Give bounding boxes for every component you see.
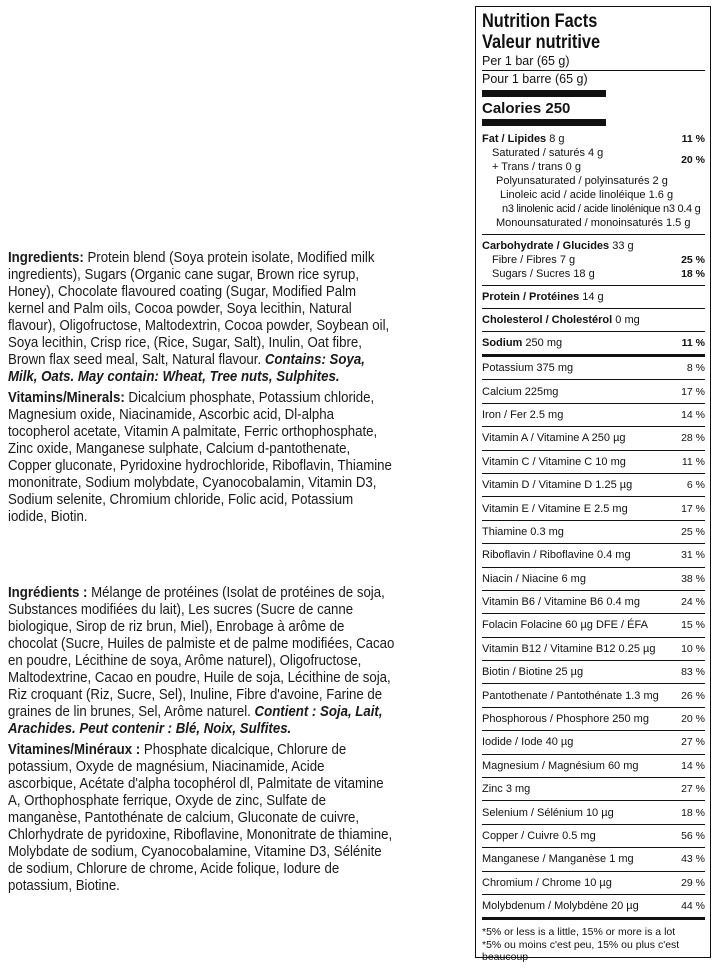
nutrient-label: Vitamin B6 / Vitamine B6 0.4 mg — [482, 596, 640, 609]
nutrient-row — [482, 730, 705, 753]
nutrient-row — [482, 637, 705, 660]
vitamins-en-text: Dicalcium phosphate, Potassium chloride, Magnesium oxide, Niacinamide, Ascorbic acid, Dl-alpha tocopherol acetate, Vitamin A palmitate, Ferric orthophosphate, Zinc oxide, Manganese sulphate, Calcium d-pantothenate, Copper gluconate, Pyridoxine hydrochloride, Riboflavin, Thiamine mononitrate, Sodium molybdate, Cyanocobalamin, Vitamin D3, Sodium selenite, Chromium chloride, Folic acid, Potassium iodide, Biotin. — [8, 390, 392, 525]
nutrient-label: Copper / Cuivre 0.5 mg — [482, 830, 596, 842]
nutrient-percent: 29 % — [681, 876, 705, 889]
nutrient-label: Magnesium / Magnésium 60 mg — [482, 759, 639, 772]
nutrient-percent: 15 % — [681, 619, 705, 632]
vitamins-fr-text: Phosphate dicalcique, Chlorure de potassium, Oxyde de magnésium, Niacinamide, Acide ascorbique, Acétate d'alpha tocophérol dl, Palmitate de vitamine A, Orthophosphate ferrique, Oxyde de zinc, Sulfate de manganèse, Pantothénate de calcium, Gluconate de cuivre, Chlorhydrate de pyridoxine, Riboflavine, Mononitrate de thiamine, Molybdate de sodium, Cyanocobalamine, Vitamine D3, Sélénite de sodium, Chlorure de chrome, Acide folique, Iodure de potassium, Biotine. — [8, 742, 393, 894]
sugars-row — [482, 267, 705, 281]
nutrient-label: Vitamin E / Vitamine E 2.5 mg — [482, 502, 628, 515]
footnote-en: *5% or less is a little, 15% or more is a lot — [482, 926, 676, 939]
nutrient-percent: 17 % — [681, 385, 705, 398]
fat-section — [482, 126, 705, 234]
linoleic-acid: Linoleic acid / acide linoléique 1.6 g — [500, 189, 674, 201]
divider-thick — [482, 90, 606, 97]
nutrient-label: Riboflavin / Riboflavine 0.4 mg — [482, 549, 631, 562]
nutrient-percent: 27 % — [681, 736, 705, 749]
ingredients-en — [8, 250, 394, 530]
fat-percent: 11 % — [681, 133, 705, 145]
nutrient-row — [482, 379, 705, 402]
ingredients-fr-paragraph — [8, 585, 394, 738]
calories: Calories 250 — [482, 100, 571, 117]
cholesterol-row — [482, 309, 705, 331]
nutrient-label: Pantothenate / Pantothénate 1.3 mg — [482, 689, 659, 702]
nutrient-row — [482, 567, 705, 590]
ingredients-fr — [8, 585, 394, 899]
nutrient-row — [482, 683, 705, 706]
nutrient-row — [482, 824, 705, 847]
nutrient-label: Zinc 3 mg — [482, 783, 531, 796]
nutrient-row — [482, 754, 705, 777]
nutrient-percent: 26 % — [681, 689, 705, 702]
fat-label: Fat / Lipides — [482, 133, 547, 145]
divider-thick — [482, 119, 606, 126]
nutrient-percent: 8 % — [686, 362, 705, 375]
nutrient-label: Molybdenum / Molybdène 20 µg — [482, 900, 639, 913]
nutrient-percent: 25 % — [681, 525, 705, 538]
fat-row — [482, 132, 705, 146]
nutrient-label: Biotin / Biotine 25 µg — [482, 666, 584, 679]
nutrient-percent: 44 % — [681, 900, 705, 913]
vitamins-en-paragraph — [8, 390, 394, 526]
ingredients-en-paragraph — [8, 250, 394, 386]
nutrient-label: Manganese / Manganèse 1 mg — [482, 853, 634, 866]
nutrient-percent: 24 % — [681, 596, 705, 609]
nutrient-label: Folacin Folacine 60 µg DFE / ÉFA — [482, 619, 648, 632]
allergen-statement-fr: Contient : Soja, Lait, Arachides. Peut contenir : Blé, Noix, Sulfites. — [8, 704, 383, 737]
trans-fat: + Trans / trans 0 g — [492, 161, 581, 173]
nutrient-label: Vitamin A / Vitamine A 250 µg — [482, 432, 626, 445]
nutrient-row — [482, 357, 705, 379]
nutrient-percent: 31 % — [681, 549, 705, 562]
protein-amount: 14 g — [582, 291, 604, 303]
nutrient-label: Vitamin B12 / Vitamine B12 0.25 µg — [482, 642, 656, 655]
cholesterol-amount: 0 mg — [615, 314, 640, 326]
vitamins-minerals-list — [482, 357, 705, 917]
nutrient-label: Iron / Fer 2.5 mg — [482, 408, 564, 421]
nutrient-row — [482, 473, 705, 496]
nutrient-row — [482, 496, 705, 519]
nutrient-label: Vitamin D / Vitamine D 1.25 µg — [482, 479, 633, 492]
nutrition-facts-table — [475, 6, 711, 964]
nutrient-label: Thiamine 0.3 mg — [482, 525, 564, 538]
protein-row — [482, 286, 705, 308]
vitamins-fr-label: Vitamines/Minéraux : — [8, 742, 141, 758]
nutrient-label: Niacin / Niacine 6 mg — [482, 572, 586, 585]
ingredients-fr-text: Mélange de protéines (Isolat de protéines de soja, Substances modifiées du lait), Les sucres (Sucre de canne biologique, Sirop de riz brun, Miel), Enrobage à arôme de chocolat (Sucre, Huiles de palmiste et de palme modifiées, Cacao en poudre, Lécithine de soya, Arôme naturel), Oligofructose, Maltodextrine, Cacao en poudre, Huile de soja, Lécithine de soja, Riz croquant (Riz, Sucre, Sel), Inuline, Fibre d'avoine, Farine de graines de lin brunes, Sel, Arôme naturel. — [8, 585, 395, 720]
nutrient-label: Iodide / Iode 40 µg — [482, 736, 574, 749]
protein-label: Protein / Protéines — [482, 291, 580, 303]
nutrient-row — [482, 613, 705, 636]
nutrient-row — [482, 426, 705, 449]
sodium-amount: 250 mg — [525, 337, 563, 349]
nutrient-row — [482, 590, 705, 613]
fibre-percent: 25 % — [681, 254, 705, 266]
linolenic-acid: n3 linolenic acid / acide linolénique n3 0.4 g — [502, 203, 701, 215]
fat-amount: 8 g — [549, 133, 565, 145]
sugars-percent: 18 % — [681, 268, 705, 280]
nutrient-percent: 11 % — [681, 455, 705, 468]
nutrient-percent: 17 % — [681, 502, 705, 515]
nutrient-percent: 43 % — [681, 853, 705, 866]
monounsaturated-fat: Monounsaturated / monoinsaturés 1.5 g — [496, 217, 691, 229]
serving-size-en: Per 1 bar (65 g) — [482, 54, 570, 68]
footnote — [482, 920, 705, 963]
nutrient-percent: 38 % — [681, 572, 705, 585]
sugars-label: Sugars / Sucres 18 g — [492, 268, 595, 280]
nutrient-row — [482, 543, 705, 566]
polyunsaturated-fat: Polyunsaturated / polyinsaturés 2 g — [496, 175, 668, 187]
nutrition-title-fr: Valeur nutritive — [482, 32, 601, 53]
nutrition-title-en: Nutrition Facts — [482, 11, 598, 32]
nutrient-percent: 14 % — [681, 408, 705, 421]
nutrient-row — [482, 800, 705, 823]
nutrient-label: Selenium / Sélénium 10 µg — [482, 806, 614, 819]
nutrient-percent: 56 % — [681, 830, 705, 842]
nutrient-row — [482, 894, 705, 917]
carbohydrate-section — [482, 235, 705, 285]
nutrient-percent: 20 % — [681, 713, 705, 726]
cholesterol-label: Cholesterol / Cholestérol — [482, 314, 613, 326]
fibre-row — [482, 253, 705, 267]
saturated-fat: Saturated / saturés 4 g — [492, 147, 604, 159]
nutrient-percent: 28 % — [681, 432, 705, 445]
ingredients-en-text: Protein blend (Soya protein isolate, Modified milk ingredients), Sugars (Organic cane sugar, Brown rice syrup, Honey), Chocolate flavoured coating (Sugar, Modified Palm kernel and Palm oils, Cocoa powder, Soya lecithin, Natural flavour), Oligofructose, Maltodextrin, Cocoa powder, Soybean oil, Soya lecithin, Crisp rice, (Rice, Sugar, Salt), Inulin, Oat fibre, Brown flax seed meal, Salt, Natural flavour. — [8, 250, 390, 368]
nutrient-row — [482, 871, 705, 894]
nutrient-percent: 10 % — [681, 642, 705, 655]
footnote-fr: *5% ou moins c'est peu, 15% ou plus c'est beaucoup — [482, 939, 680, 964]
sat-trans-group — [482, 146, 705, 174]
nutrient-row — [482, 450, 705, 473]
nutrient-percent: 6 % — [686, 479, 705, 492]
vitamins-en-label: Vitamins/Minerals: — [8, 390, 125, 406]
allergen-statement-en: Contains: Soya, Milk, Oats. May contain: Wheat, Tree nuts, Sulphites. — [8, 352, 365, 385]
nutrient-percent: 83 % — [681, 666, 705, 679]
carb-amount: 33 g — [612, 240, 634, 252]
nutrient-percent: 27 % — [681, 783, 705, 796]
nutrient-row — [482, 520, 705, 543]
sodium-row — [482, 332, 705, 354]
vitamins-fr-paragraph — [8, 742, 394, 895]
ingredients-fr-label: Ingrédients : — [8, 585, 88, 601]
carb-row — [482, 239, 705, 253]
carb-label: Carbohydrate / Glucides — [482, 240, 610, 252]
nutrient-row — [482, 403, 705, 426]
nutrient-row — [482, 847, 705, 870]
sodium-label: Sodium — [482, 337, 523, 349]
nutrient-label: Chromium / Chrome 10 µg — [482, 876, 612, 889]
sat-trans-percent: 20 % — [681, 154, 705, 166]
sodium-percent: 11 % — [681, 337, 705, 349]
nutrient-label: Calcium 225mg — [482, 385, 559, 398]
nutrient-label: Vitamin C / Vitamine C 10 mg — [482, 455, 626, 468]
fibre-label: Fibre / Fibres 7 g — [492, 254, 576, 266]
nutrient-row — [482, 777, 705, 800]
nutrient-label: Potassium 375 mg — [482, 362, 574, 375]
nutrient-percent: 18 % — [681, 806, 705, 819]
nutrient-row — [482, 707, 705, 730]
ingredients-en-label: Ingredients: — [8, 250, 84, 266]
nutrient-percent: 14 % — [681, 759, 705, 772]
nutrient-row — [482, 660, 705, 683]
nutrient-label: Phosphorous / Phosphore 250 mg — [482, 713, 649, 726]
serving-size-fr: Pour 1 barre (65 g) — [482, 72, 588, 86]
